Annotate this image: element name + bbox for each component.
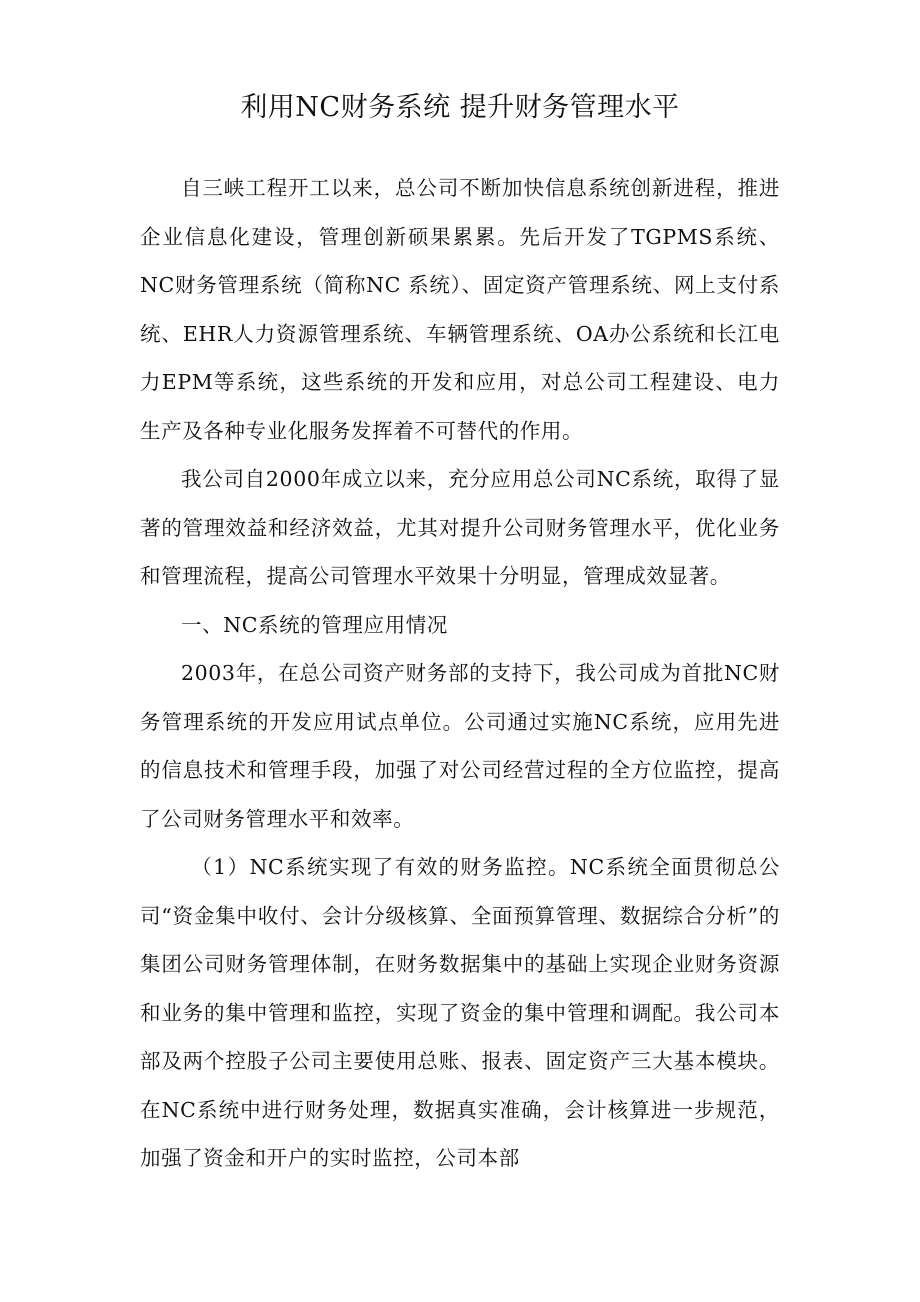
paragraph-2003-pilot: 2003年，在总公司资产财务部的支持下，我公司成为首批NC财务管理系统的开发应用试点单位。公司通过实施NC系统，应用先进的信息技术和管理手段，加强了对公司经营过程的全方位监控，提高了公司财务管理水平和效率。	[140, 661, 780, 831]
document-body	[140, 164, 780, 1183]
section-heading: 一、NC系统的管理应用情况	[181, 612, 448, 637]
paragraph-company-overview: 我公司自2000年成立以来，充分应用总公司NC系统，取得了显著的管理效益和经济效益，尤其对提升公司财务管理水平，优化业务和管理流程，提高公司管理水平效果十分明显，管理成效显著。	[140, 467, 780, 588]
paragraph-intro: 自三峡工程开工以来，总公司不断加快信息系统创新进程，推进企业信息化建设，管理创新硕果累累。先后开发了TGPMS系统、NC财务管理系统（简称NC 系统）、固定资产管理系统、网上支付系统、EHR人力资源管理系统、车辆管理系统、OA办公系统和长江电力EPM等系统，这些系统的开发和应用，对总公司工程建设、电力生产及各种专业化服务发挥着不可替代的作用。	[140, 176, 780, 443]
document-title: 利用NC财务系统 提升财务管理水平	[240, 92, 680, 123]
paragraph-financial-monitoring: （1）NC系统实现了有效的财务监控。NC系统全面贯彻总公司“资金集中收付、会计分级核算、全面预算管理、数据综合分析”的集团公司财务管理体制，在财务数据集中的基础上实现企业财务资源和业务的集中管理和监控，实现了资金的集中管理和调配。我公司本部及两个控股子公司主要使用总账、报表、固定资产三大基本模块。在NC系统中进行财务处理，数据真实准确，会计核算进一步规范，加强了资金和开户的实时监控，公司本部	[140, 855, 780, 1170]
